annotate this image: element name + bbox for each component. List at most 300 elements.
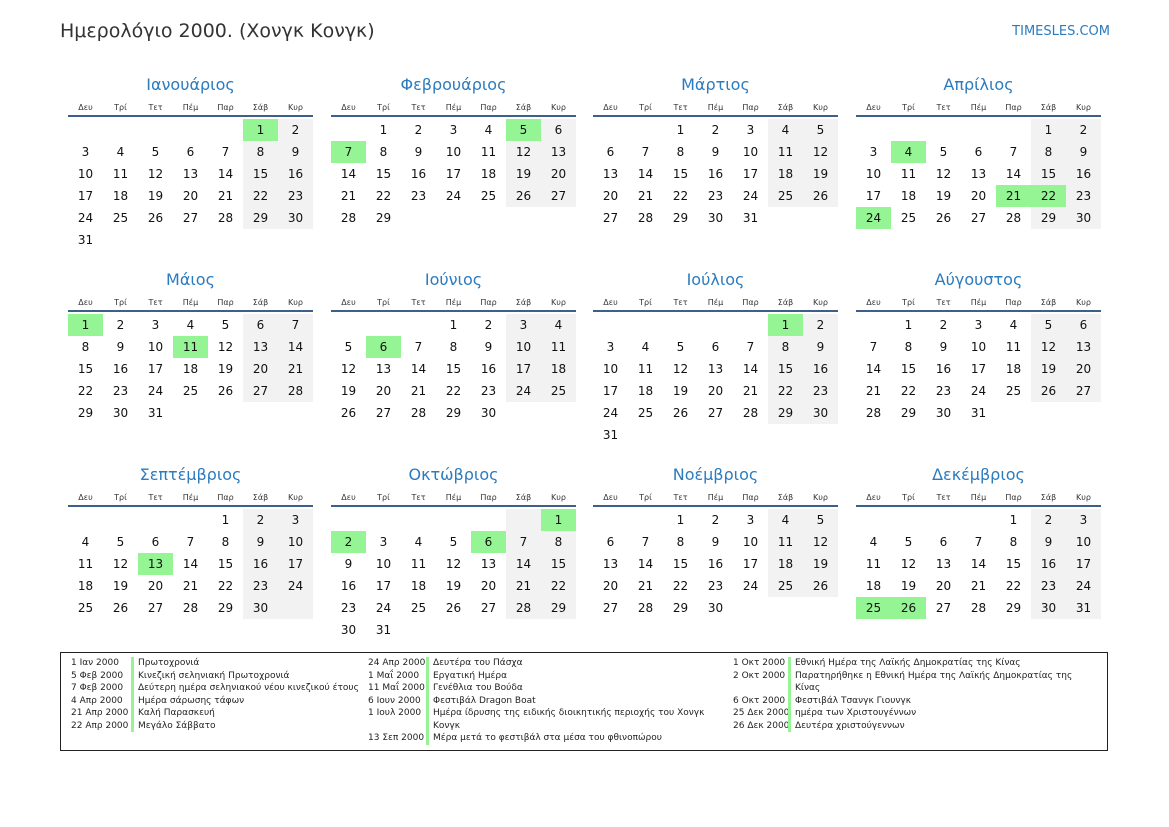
day-cell: 8 xyxy=(904,340,913,354)
day-cell: 2 xyxy=(414,123,423,137)
day-cell: 23 xyxy=(1075,189,1092,203)
day-cell: 21 xyxy=(742,384,759,398)
holiday-day: 4 xyxy=(891,141,926,163)
weekday-header: Τετ xyxy=(411,493,426,502)
day-cell: 25 xyxy=(77,601,94,615)
header-rule xyxy=(331,310,576,312)
holiday-name: Ημέρα ίδρυσης της ειδικής διοικητικής περιοχής του Χονγκ Κονγκ xyxy=(426,707,718,732)
day-cell: 1 xyxy=(449,318,458,332)
day-cell: 7 xyxy=(746,340,755,354)
site-link[interactable]: TIMESLES.COM xyxy=(1012,24,1110,39)
day-cell: 1 xyxy=(1044,123,1053,137)
holiday-date: 7 Φεβ 2000 xyxy=(71,683,124,693)
day-cell: 6 xyxy=(939,535,948,549)
day-cell: 5 xyxy=(816,123,825,137)
day-cell: 10 xyxy=(445,145,462,159)
day-cell: 30 xyxy=(1075,211,1092,225)
day-cell: 31 xyxy=(147,406,164,420)
day-cell: 3 xyxy=(746,123,755,137)
holiday-entry xyxy=(61,657,361,670)
day-cell: 6 xyxy=(186,145,195,159)
month-name: Ιανουάριος xyxy=(146,75,235,94)
day-cell: 2 xyxy=(939,318,948,332)
day-cell: 31 xyxy=(970,406,987,420)
day-cell: 28 xyxy=(217,211,234,225)
holiday-date: 25 Δεκ 2000 xyxy=(733,708,790,718)
weekday-header: Παρ xyxy=(742,103,759,112)
day-cell: 17 xyxy=(742,557,759,571)
day-cell: 26 xyxy=(812,579,829,593)
month-name: Μάιος xyxy=(166,270,215,289)
day-cell: 23 xyxy=(1040,579,1057,593)
day-cell: 14 xyxy=(865,362,882,376)
weekday-header: Πέμ xyxy=(182,103,199,112)
holiday-name: Κινεζική σεληνιακή Πρωτοχρονιά xyxy=(131,670,360,683)
day-cell: 7 xyxy=(974,535,983,549)
day-cell: 26 xyxy=(672,406,689,420)
holiday-name: Δεύτερη ημέρα σεληνιακού νέου κινεζικού έτους xyxy=(131,682,360,695)
month-name: Ιούνιος xyxy=(424,270,483,289)
day-cell: 16 xyxy=(252,557,269,571)
weekday-header: Κυρ xyxy=(551,493,566,502)
day-cell: 21 xyxy=(410,384,427,398)
day-cell: 4 xyxy=(1009,318,1018,332)
day-cell: 11 xyxy=(900,167,917,181)
day-cell: 20 xyxy=(707,384,724,398)
weekday-header: Παρ xyxy=(480,493,497,502)
holiday-entry xyxy=(723,707,1103,720)
holiday-date: 22 Απρ 2000 xyxy=(71,720,129,731)
day-cell: 19 xyxy=(900,579,917,593)
day-cell: 3 xyxy=(869,145,878,159)
day-cell: 19 xyxy=(515,167,532,181)
day-cell: 2 xyxy=(116,318,125,332)
holiday-date: 5 Φεβ 2000 xyxy=(71,670,124,681)
holiday-column xyxy=(61,657,361,732)
day-cell: 20 xyxy=(970,189,987,203)
day-cell: 26 xyxy=(445,601,462,615)
day-cell: 27 xyxy=(147,601,164,615)
weekday-header: Τετ xyxy=(673,493,688,502)
day-cell: 26 xyxy=(515,189,532,203)
holiday-day: 26 xyxy=(891,597,926,619)
day-cell: 24 xyxy=(515,384,532,398)
day-cell: 23 xyxy=(935,384,952,398)
day-cell: 24 xyxy=(1075,579,1092,593)
holiday-entry xyxy=(358,695,728,708)
day-cell: 15 xyxy=(672,167,689,181)
day-cell: 7 xyxy=(186,535,195,549)
day-cell: 28 xyxy=(410,406,427,420)
day-cell: 1 xyxy=(1009,513,1018,527)
day-cell: 15 xyxy=(445,362,462,376)
holiday-entry xyxy=(61,682,361,695)
weekday-header: Πέμ xyxy=(445,493,462,502)
day-cell: 18 xyxy=(410,579,427,593)
holiday-date: 13 Σεπ 2000 xyxy=(368,733,425,743)
holiday-date: 1 Ιαν 2000 xyxy=(71,658,119,668)
day-cell: 30 xyxy=(707,211,724,225)
day-cell: 14 xyxy=(970,557,987,571)
weekday-header: Δευ xyxy=(78,493,93,502)
day-cell: 19 xyxy=(112,579,129,593)
weekday-header: Σάβ xyxy=(515,298,532,307)
holiday-legend xyxy=(60,652,1108,751)
day-cell: 17 xyxy=(1075,557,1092,571)
weekday-header: Σάβ xyxy=(252,103,269,112)
holiday-date: 1 Ιουλ 2000 xyxy=(368,708,422,718)
day-cell: 12 xyxy=(445,557,462,571)
day-cell: 11 xyxy=(1005,340,1022,354)
day-cell: 29 xyxy=(1005,601,1022,615)
header-rule xyxy=(856,115,1101,117)
day-cell: 23 xyxy=(707,579,724,593)
holiday-name: Ημέρα σάρωσης τάφων xyxy=(131,695,360,708)
day-cell: 27 xyxy=(550,189,567,203)
holiday-date: 1 Μαΐ 2000 xyxy=(368,670,420,681)
month-name: Μάρτιος xyxy=(681,75,750,94)
day-cell: 15 xyxy=(77,362,94,376)
day-cell: 28 xyxy=(515,601,532,615)
holiday-date: 4 Απρ 2000 xyxy=(71,695,123,706)
holiday-name: ημέρα των Χριστουγέννων xyxy=(788,707,1095,720)
holiday-date: 2 Οκτ 2000 xyxy=(733,670,786,681)
holiday-entry xyxy=(723,670,1103,695)
day-cell: 2 xyxy=(484,318,493,332)
day-cell: 16 xyxy=(707,557,724,571)
day-cell: 11 xyxy=(865,557,882,571)
day-cell: 18 xyxy=(1005,362,1022,376)
day-cell: 30 xyxy=(1040,601,1057,615)
holiday-name: Παρατηρήθηκε η Εθνική Ημέρα της Λαϊκής Δημοκρατίας της Κίνας xyxy=(788,670,1095,695)
day-cell: 1 xyxy=(676,513,685,527)
holiday-entry xyxy=(61,720,361,733)
day-cell: 5 xyxy=(939,145,948,159)
day-cell: 3 xyxy=(746,513,755,527)
day-cell: 24 xyxy=(375,601,392,615)
month-calendar xyxy=(593,270,838,446)
weekday-header: Κυρ xyxy=(813,493,828,502)
day-cell: 10 xyxy=(375,557,392,571)
month-calendar xyxy=(593,75,838,229)
day-cell: 17 xyxy=(742,167,759,181)
holiday-day: 6 xyxy=(366,336,401,358)
day-cell: 4 xyxy=(781,513,790,527)
day-cell: 31 xyxy=(1075,601,1092,615)
day-cell: 21 xyxy=(340,189,357,203)
day-cell: 15 xyxy=(375,167,392,181)
day-cell: 20 xyxy=(147,579,164,593)
day-cell: 9 xyxy=(291,145,300,159)
day-cell: 21 xyxy=(182,579,199,593)
day-cell: 7 xyxy=(291,318,300,332)
weekday-header: Πέμ xyxy=(182,298,199,307)
day-cell: 25 xyxy=(900,211,917,225)
day-cell: 2 xyxy=(711,513,720,527)
day-cell: 23 xyxy=(812,384,829,398)
day-cell: 12 xyxy=(112,557,129,571)
day-cell: 9 xyxy=(711,145,720,159)
day-cell: 8 xyxy=(1044,145,1053,159)
day-cell: 13 xyxy=(707,362,724,376)
day-cell: 29 xyxy=(900,406,917,420)
day-cell: 26 xyxy=(340,406,357,420)
holiday-day: 1 xyxy=(243,119,278,141)
weekday-header: Τετ xyxy=(936,493,951,502)
day-cell: 2 xyxy=(816,318,825,332)
day-cell: 27 xyxy=(1075,384,1092,398)
weekday-header: Παρ xyxy=(480,298,497,307)
month-calendar xyxy=(331,270,576,424)
holiday-day: 22 xyxy=(1031,185,1066,207)
day-cell: 20 xyxy=(480,579,497,593)
holiday-name: Καλή Παρασκευή xyxy=(131,707,360,720)
day-cell: 31 xyxy=(77,233,94,247)
day-cell: 8 xyxy=(781,340,790,354)
header-rule xyxy=(856,310,1101,312)
weekday-header: Τετ xyxy=(673,298,688,307)
month-name: Νοέμβριος xyxy=(672,465,759,484)
weekday-header: Δευ xyxy=(341,298,356,307)
day-cell: 26 xyxy=(217,384,234,398)
holiday-name: Φεστιβάλ Dragon Boat xyxy=(426,695,718,708)
day-cell: 11 xyxy=(637,362,654,376)
weekday-header: Δευ xyxy=(866,103,881,112)
weekday-header: Τρί xyxy=(377,103,390,112)
weekday-header: Τετ xyxy=(936,103,951,112)
weekday-header: Πέμ xyxy=(707,103,724,112)
day-cell: 21 xyxy=(217,189,234,203)
day-cell: 11 xyxy=(77,557,94,571)
weekday-header: Πέμ xyxy=(707,298,724,307)
day-cell: 10 xyxy=(602,362,619,376)
holiday-date: 26 Δεκ 2000 xyxy=(733,720,790,731)
holiday-day: 1 xyxy=(541,509,576,531)
day-cell: 4 xyxy=(81,535,90,549)
day-cell: 30 xyxy=(112,406,129,420)
weekday-header: Παρ xyxy=(480,103,497,112)
day-cell: 1 xyxy=(676,123,685,137)
day-cell: 4 xyxy=(116,145,125,159)
day-cell: 3 xyxy=(151,318,160,332)
day-cell: 5 xyxy=(116,535,125,549)
day-cell: 14 xyxy=(287,340,304,354)
day-cell: 13 xyxy=(1075,340,1092,354)
day-cell: 11 xyxy=(777,535,794,549)
header-rule xyxy=(331,115,576,117)
day-cell: 4 xyxy=(869,535,878,549)
day-cell: 2 xyxy=(1079,123,1088,137)
day-cell: 11 xyxy=(480,145,497,159)
day-cell: 14 xyxy=(515,557,532,571)
day-cell: 26 xyxy=(112,601,129,615)
day-cell: 4 xyxy=(186,318,195,332)
day-cell: 19 xyxy=(340,384,357,398)
day-cell: 17 xyxy=(865,189,882,203)
day-cell: 19 xyxy=(217,362,234,376)
day-cell: 6 xyxy=(256,318,265,332)
day-cell: 8 xyxy=(1009,535,1018,549)
weekday-header: Δευ xyxy=(603,493,618,502)
holiday-entry xyxy=(723,720,1103,733)
day-cell: 28 xyxy=(1005,211,1022,225)
day-cell: 9 xyxy=(1044,535,1053,549)
day-cell: 30 xyxy=(812,406,829,420)
holiday-name: Πρωτοχρονιά xyxy=(131,657,360,670)
weekday-header: Δευ xyxy=(78,103,93,112)
weekday-header: Τετ xyxy=(936,298,951,307)
header-rule xyxy=(68,310,313,312)
day-cell: 28 xyxy=(637,601,654,615)
day-cell: 9 xyxy=(414,145,423,159)
day-cell: 19 xyxy=(935,189,952,203)
holiday-day: 13 xyxy=(138,553,173,575)
weekday-header: Κυρ xyxy=(1076,298,1091,307)
day-cell: 8 xyxy=(554,535,563,549)
day-cell: 23 xyxy=(410,189,427,203)
day-cell: 24 xyxy=(287,579,304,593)
day-cell: 10 xyxy=(742,535,759,549)
weekday-header: Σάβ xyxy=(1040,298,1057,307)
day-cell: 28 xyxy=(637,211,654,225)
day-cell: 14 xyxy=(637,167,654,181)
holiday-name: Φεστιβάλ Τσανγκ Γιουνγκ xyxy=(788,695,1095,708)
month-name: Φεβρουάριος xyxy=(400,75,507,94)
day-cell: 18 xyxy=(777,557,794,571)
day-cell: 10 xyxy=(970,340,987,354)
day-cell: 12 xyxy=(340,362,357,376)
day-cell: 10 xyxy=(742,145,759,159)
day-cell: 11 xyxy=(777,145,794,159)
weekday-header: Τρί xyxy=(377,493,390,502)
holiday-name: Δευτέρα χριστούγεννων xyxy=(788,720,1095,733)
holiday-date: 1 Οκτ 2000 xyxy=(733,658,786,668)
day-cell: 19 xyxy=(812,557,829,571)
day-cell: 27 xyxy=(935,601,952,615)
day-cell: 16 xyxy=(480,362,497,376)
month-calendar xyxy=(331,465,576,641)
day-cell: 25 xyxy=(1005,384,1022,398)
holiday-name: Γενέθλια του Βούδα xyxy=(426,682,718,695)
day-cell: 27 xyxy=(602,211,619,225)
day-cell: 3 xyxy=(974,318,983,332)
day-cell: 10 xyxy=(515,340,532,354)
holiday-day: 21 xyxy=(996,185,1031,207)
day-cell: 29 xyxy=(252,211,269,225)
weekday-header: Πέμ xyxy=(707,493,724,502)
day-cell: 14 xyxy=(340,167,357,181)
day-cell: 8 xyxy=(81,340,90,354)
weekday-header: Κυρ xyxy=(551,298,566,307)
day-cell: 18 xyxy=(112,189,129,203)
weekday-header: Τρί xyxy=(902,493,915,502)
day-cell: 6 xyxy=(974,145,983,159)
day-cell: 16 xyxy=(935,362,952,376)
day-cell: 13 xyxy=(375,362,392,376)
weekday-header: Σάβ xyxy=(515,103,532,112)
weekday-header: Πέμ xyxy=(970,298,987,307)
day-cell: 1 xyxy=(221,513,230,527)
holiday-day: 6 xyxy=(471,531,506,553)
day-cell: 15 xyxy=(900,362,917,376)
day-cell: 11 xyxy=(410,557,427,571)
weekday-header: Τρί xyxy=(902,298,915,307)
day-cell: 13 xyxy=(252,340,269,354)
day-cell: 26 xyxy=(812,189,829,203)
day-cell: 30 xyxy=(480,406,497,420)
day-cell: 6 xyxy=(606,145,615,159)
day-cell: 5 xyxy=(816,513,825,527)
day-cell: 6 xyxy=(554,123,563,137)
day-cell: 3 xyxy=(449,123,458,137)
day-cell: 8 xyxy=(449,340,458,354)
day-cell: 31 xyxy=(602,428,619,442)
month-calendar xyxy=(593,465,838,619)
day-cell: 14 xyxy=(1005,167,1022,181)
day-cell: 30 xyxy=(935,406,952,420)
holiday-name: Εργατική Ημέρα xyxy=(426,670,718,683)
weekday-header: Σάβ xyxy=(777,103,794,112)
weekday-header: Τετ xyxy=(148,298,163,307)
day-cell: 24 xyxy=(77,211,94,225)
day-cell: 9 xyxy=(1079,145,1088,159)
day-cell: 27 xyxy=(480,601,497,615)
day-cell: 28 xyxy=(865,406,882,420)
weekday-header: Παρ xyxy=(742,493,759,502)
weekday-header: Τετ xyxy=(673,103,688,112)
day-cell: 13 xyxy=(970,167,987,181)
day-cell: 12 xyxy=(515,145,532,159)
day-cell: 24 xyxy=(742,579,759,593)
holiday-day: 2 xyxy=(331,531,366,553)
day-cell: 24 xyxy=(602,406,619,420)
day-cell: 7 xyxy=(641,535,650,549)
day-cell: 25 xyxy=(550,384,567,398)
day-cell: 21 xyxy=(637,189,654,203)
holiday-date: 6 Οκτ 2000 xyxy=(733,695,786,706)
header-rule xyxy=(331,505,576,507)
month-calendar xyxy=(856,465,1101,619)
weekday-header: Πέμ xyxy=(970,103,987,112)
weekday-header: Δευ xyxy=(341,103,356,112)
day-cell: 4 xyxy=(484,123,493,137)
day-cell: 13 xyxy=(550,145,567,159)
weekday-header: Κυρ xyxy=(1076,103,1091,112)
holiday-entry xyxy=(61,670,361,683)
day-cell: 4 xyxy=(781,123,790,137)
day-cell: 15 xyxy=(252,167,269,181)
day-cell: 16 xyxy=(340,579,357,593)
header-rule xyxy=(593,115,838,117)
header-rule xyxy=(68,115,313,117)
holiday-entry xyxy=(358,682,728,695)
holiday-entry xyxy=(358,670,728,683)
day-cell: 28 xyxy=(340,211,357,225)
weekday-header: Κυρ xyxy=(1076,493,1091,502)
day-cell: 25 xyxy=(480,189,497,203)
day-cell: 22 xyxy=(375,189,392,203)
header-rule xyxy=(68,505,313,507)
holiday-day: 1 xyxy=(68,314,103,336)
weekday-header: Τετ xyxy=(411,298,426,307)
day-cell: 29 xyxy=(445,406,462,420)
day-cell: 23 xyxy=(287,189,304,203)
weekday-header: Παρ xyxy=(742,298,759,307)
weekday-header: Κυρ xyxy=(288,493,303,502)
day-cell: 17 xyxy=(602,384,619,398)
day-cell: 25 xyxy=(182,384,199,398)
holiday-column xyxy=(358,657,728,745)
